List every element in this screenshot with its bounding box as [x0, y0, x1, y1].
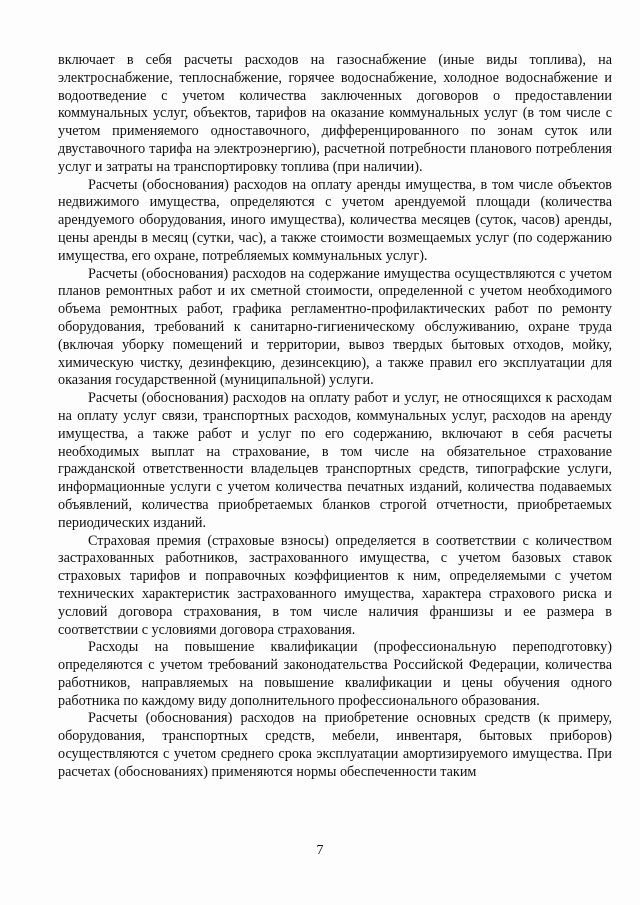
- paragraph-fixed-assets: Расчеты (обоснования) расходов на приобретение основных средств (к примеру, оборудования, транспортных средств, мебели, инвентаря, бытовых приборов) осуществляются с учетом среднего срока эксплуатации амортизируемого имущества. При расчетах (обоснованиях) применяются нормы обеспеченности таким: [58, 710, 612, 780]
- paragraph-works-and-services: Расчеты (обоснования) расходов на оплату работ и услуг, не относящихся к расходам на оплату услуг связи, транспортных расходов, коммунальных услуг, расходов на аренду имущества, а также работ и услуг по его содержанию, включают в себя расчеты необходимых выплат на страхование, в том числе на обязательное страхование гражданской ответственности владельцев транспортных средств, типографские услуги, информационные услуги с учетом количества печатных изданий, количества подаваемых объявлений, количества приобретаемых бланков строгой отчетности, приобретаемых периодических изданий.: [58, 390, 612, 531]
- page-number: 7: [316, 843, 324, 858]
- paragraph-rent-expenses: Расчеты (обоснования) расходов на оплату аренды имущества, в том числе объектов недвижимого имущества, определяются с учетом арендуемой площади (количества арендуемого оборудования, иного имущества), количества месяцев (суток, часов) аренды, цены аренды в месяц (сутки, час), а также стоимости возмещаемых услуг (по содержанию имущества, его охране, потребляемых коммунальных услуг).: [58, 176, 612, 264]
- paragraph-continuation: включает в себя расчеты расходов на газоснабжение (иные виды топлива), на электроснабжение, теплоснабжение, горячее водоснабжение, холодное водоснабжение и водоотведение с учетом количества заключенных договоров о предоставлении коммунальных услуг, объектов, тарифов на оказание коммунальных услуг (в том числе с учетом применяемого одноставочного, дифференцированного по зонам суток или двуставочного тарифа на электроэнергию), расчетной потребности планового потребления услуг и затраты на транспортировку топлива (при наличии).: [58, 52, 612, 175]
- paragraph-insurance-premium: Страховая премия (страховые взносы) определяется в соответствии с количеством застрахованных работников, застрахованного имущества, с учетом базовых ставок страховых тарифов и поправочных коэффициентов к ним, определяемыми с учетом технических характеристик застрахованного имущества, характера страхового риска и условий договора страхования, в том числе наличия франшизы и ее размера в соответствии с условиями договора страхования.: [58, 532, 612, 638]
- paragraph-property-maintenance: Расчеты (обоснования) расходов на содержание имущества осуществляются с учетом планов ремонтных работ и их сметной стоимости, определенной с учетом необходимого объема ремонтных работ, графика регламентно-профилактических работ по ремонту оборудования, требований к санитарно-гигиеническому обслуживанию, охране труда (включая уборку помещений и территории, вывоз твердых бытовых отходов, мойку, химическую чистку, дезинфекцию, дезинсекцию), а также правил его эксплуатации для оказания государственной (муниципальной) услуги.: [58, 265, 612, 389]
- paragraph-qualification: Расходы на повышение квалификации (профессиональную переподготовку) определяются с учетом требований законодательства Российской Федерации, количества работников, направляемых на повышение квалификации и цены обучения одного работника по каждому виду дополнительного профессионального образования.: [58, 639, 612, 709]
- document-body: [58, 52, 612, 782]
